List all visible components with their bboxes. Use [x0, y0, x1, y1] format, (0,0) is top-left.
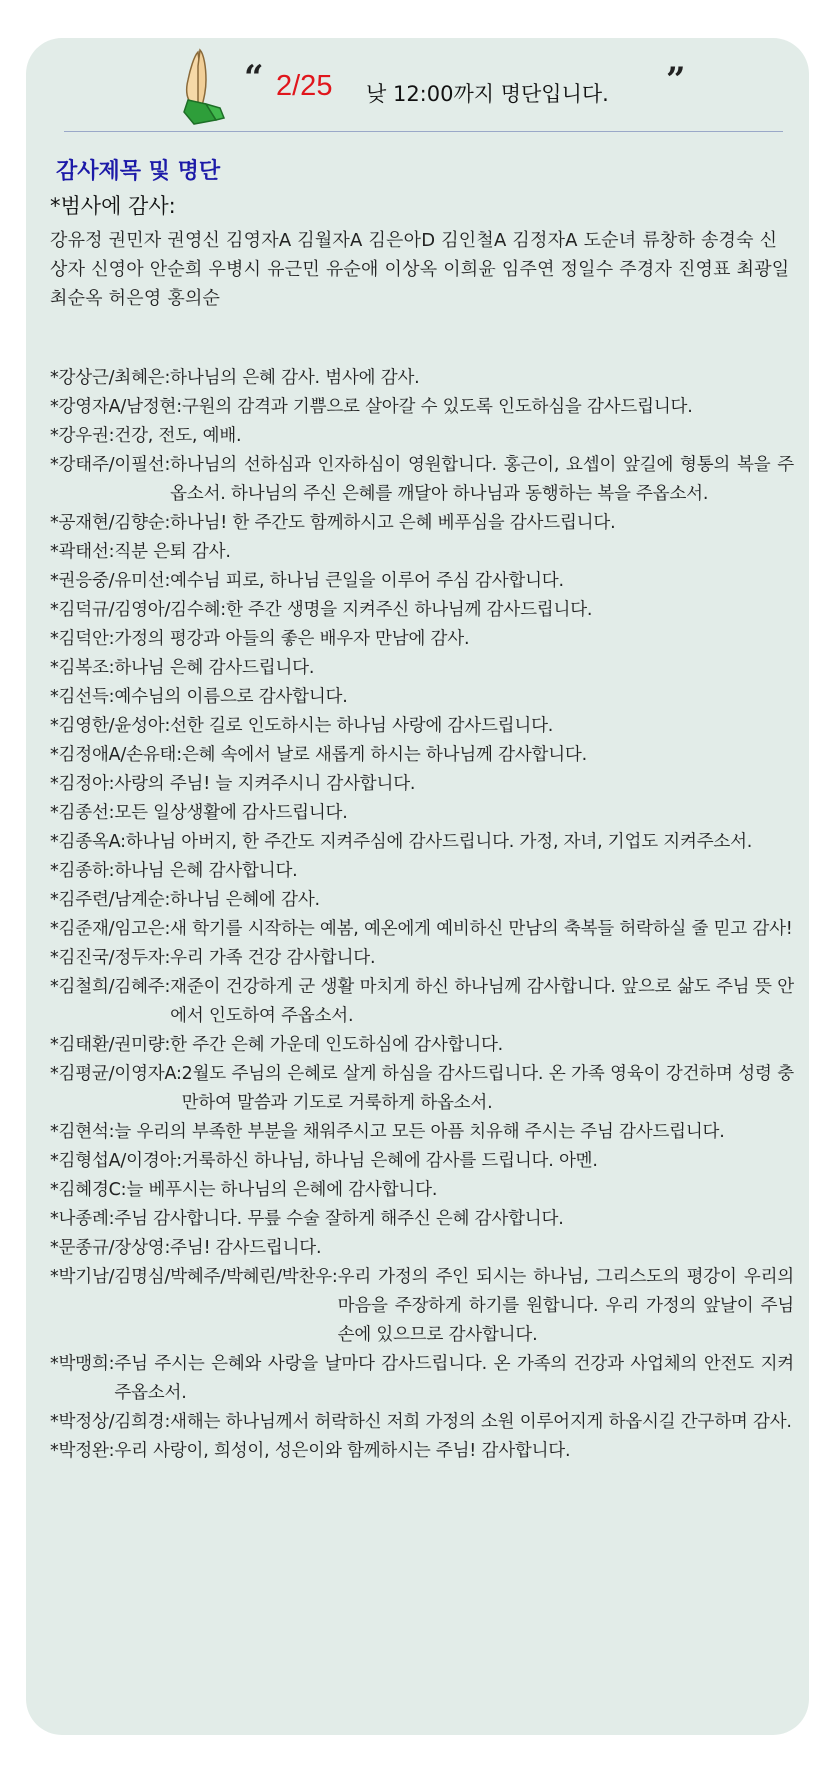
- entry-message: 선한 길로 인도하시는 하나님 사랑에 감사드립니다.: [170, 716, 554, 736]
- entry-names: *김영한/윤성아:: [50, 716, 171, 736]
- header: [26, 38, 809, 134]
- thanks-name-list: 강유정 권민자 권영신 김영자A 김월자A 김은아D 김인철A 김정자A 도순녀 류창하 송경숙 신상자 신영아 안순희 우병시 유근민 유순애 이상옥 이희윤 임주연 정일수 주경자 진영표 최광일 최순옥 허은영 홍의순: [50, 230, 790, 309]
- entry-message: 우리 가정의 주인 되시는 하나님, 그리스도의 평강이 우리의 마음을 주장하게 하기를 원합니다. 우리 가정의 앞날이 주님 손에 있으므로 감사합니다.: [337, 1267, 794, 1345]
- entry-message: 하나님 은혜 감사드립니다.: [114, 658, 315, 678]
- entry-message: 늘 우리의 부족한 부분을 채워주시고 모든 아픔 치유해 주시는 주님 감사드립니다.: [114, 1122, 725, 1142]
- entry-message: 건강, 전도, 예배.: [114, 426, 242, 446]
- entry-names: *김평균/이영자A:: [50, 1064, 182, 1084]
- entry-message: 하나님의 선하심과 인자하심이 영원합니다. 홍근이, 요셉이 앞길에 형통의 복을 주옵소서. 하나님의 주신 은혜를 깨달아 하나님과 동행하는 복을 주옵소서.: [170, 455, 794, 504]
- thanks-entry: [50, 973, 794, 1031]
- thanks-entry: [50, 1176, 794, 1205]
- thanks-entry: [50, 364, 794, 393]
- everything-thanks-title: *범사에 감사:: [50, 194, 176, 218]
- divider: [64, 131, 783, 132]
- entry-names: *공재현/김향순:: [50, 513, 171, 533]
- entry-message: 거룩하신 하나님, 하나님 은혜에 감사를 드립니다. 아멘.: [181, 1151, 598, 1171]
- entry-names: *김현석:: [50, 1122, 115, 1142]
- thanks-entry: [50, 799, 794, 828]
- thanks-entry: [50, 1060, 794, 1118]
- entry-message: 한 주간 은혜 가운데 인도하심에 감사합니다.: [170, 1035, 504, 1055]
- entry-names: *김정아:: [50, 774, 115, 794]
- thanks-entry: [50, 567, 794, 596]
- entry-message: 하나님! 한 주간도 함께하시고 은혜 베푸심을 감사드립니다.: [170, 513, 616, 533]
- entry-message: 모든 일상생활에 감사드립니다.: [114, 803, 348, 823]
- entry-message: 하나님 은혜에 감사.: [170, 890, 320, 910]
- entry-names: *강우권:: [50, 426, 115, 446]
- thanks-entry: [50, 1408, 794, 1437]
- entry-names: *박기남/김명심/박혜주/박혜린/박찬우:: [50, 1267, 338, 1287]
- entry-message: 사랑의 주님! 늘 지켜주시니 감사합니다.: [114, 774, 416, 794]
- thanks-entry: [50, 393, 794, 422]
- card: [26, 38, 809, 1735]
- thanks-entry: [50, 422, 794, 451]
- entry-message: 한 주간 생명을 지켜주신 하나님께 감사드립니다.: [225, 600, 593, 620]
- thanks-entry: [50, 1263, 794, 1350]
- quote-open: “: [244, 58, 264, 98]
- entry-names: *김형섭A/이경아:: [50, 1151, 182, 1171]
- entry-names: *김덕규/김영아/김수혜:: [50, 600, 226, 620]
- entry-message: 하나님의 은혜 감사. 범사에 감사.: [170, 368, 420, 388]
- entry-message: 하나님 아버지, 한 주간도 지켜주심에 감사드립니다. 가정, 자녀, 기업도 지켜주소서.: [125, 832, 753, 852]
- entry-names: *김선득:: [50, 687, 115, 707]
- thanks-entry: [50, 1205, 794, 1234]
- entry-message: 재준이 건강하게 군 생활 마치게 하신 하나님께 감사합니다. 앞으로 삶도 주님 뜻 안에서 인도하여 주옵소서.: [170, 977, 794, 1026]
- entry-names: *나종례:: [50, 1209, 115, 1229]
- entry-names: *김덕안:: [50, 629, 115, 649]
- entry-message: 직분 은퇴 감사.: [114, 542, 231, 562]
- entry-message: 새해는 하나님께서 허락하신 저희 가정의 소원 이루어지게 하옵시길 간구하며 감사.: [170, 1412, 792, 1432]
- thanks-entry: [50, 1437, 794, 1466]
- thanks-entry: [50, 828, 794, 857]
- entry-names: *김진국/정두자:: [50, 948, 171, 968]
- entry-names: *김주련/남계순:: [50, 890, 171, 910]
- thanks-entries: [50, 364, 794, 1466]
- thanks-entry: [50, 1350, 794, 1408]
- thanks-entry: [50, 886, 794, 915]
- entry-message: 주님 주시는 은혜와 사랑을 날마다 감사드립니다. 온 가족의 건강과 사업체의 안전도 지켜주옵소서.: [114, 1354, 794, 1403]
- entry-message: 예수님 피로, 하나님 큰일을 이루어 주심 감사합니다.: [170, 571, 564, 591]
- entry-names: *김혜경C:: [50, 1180, 127, 1200]
- entry-message: 주님 감사합니다. 무릎 수술 잘하게 해주신 은혜 감사합니다.: [114, 1209, 564, 1229]
- entry-names: *김종선:: [50, 803, 115, 823]
- entry-names: *김정애A/손유태:: [50, 745, 182, 765]
- thanks-entry: [50, 683, 794, 712]
- entry-message: 하나님 은혜 감사합니다.: [114, 861, 298, 881]
- entry-message: 주님! 감사드립니다.: [170, 1238, 322, 1258]
- entry-names: *박정완:: [50, 1441, 115, 1461]
- section-title: 감사제목 및 명단: [56, 159, 221, 184]
- deadline-date: 2/25: [276, 70, 333, 102]
- entry-names: *문종규/장상영:: [50, 1238, 171, 1258]
- entry-message: 은혜 속에서 날로 새롭게 하시는 하나님께 감사합니다.: [181, 745, 588, 765]
- entry-message: 늘 베푸시는 하나님의 은혜에 감사합니다.: [126, 1180, 438, 1200]
- thanks-entry: [50, 857, 794, 886]
- entry-message: 새 학기를 시작하는 예봄, 예온에게 예비하신 만남의 축복들 허락하실 줄 믿고 감사!: [170, 919, 793, 939]
- entry-message: 구원의 감격과 기쁨으로 살아갈 수 있도록 인도하심을 감사드립니다.: [181, 397, 693, 417]
- thanks-entry: [50, 654, 794, 683]
- entry-names: *김준재/임고은:: [50, 919, 171, 939]
- thanks-entry: [50, 1147, 794, 1176]
- thanks-entry: [50, 712, 794, 741]
- entry-names: *강상근/최혜은:: [50, 368, 171, 388]
- entry-message: 예수님의 이름으로 감사합니다.: [114, 687, 348, 707]
- entry-message: 우리 가족 건강 감사합니다.: [170, 948, 376, 968]
- thanks-entry: [50, 1118, 794, 1147]
- entry-names: *박맹희:: [50, 1354, 115, 1374]
- entry-names: *김종옥A:: [50, 832, 126, 852]
- entry-names: *김복조:: [50, 658, 115, 678]
- quote-close: ”: [666, 60, 686, 100]
- thanks-entry: [50, 944, 794, 973]
- thanks-entry: [50, 915, 794, 944]
- entry-names: *김종하:: [50, 861, 115, 881]
- thanks-entry: [50, 741, 794, 770]
- entry-names: *강영자A/남정현:: [50, 397, 182, 417]
- entry-names: *곽태선:: [50, 542, 115, 562]
- praying-hands-icon: [176, 46, 232, 126]
- thanks-entry: [50, 1234, 794, 1263]
- entry-message: 2월도 주님의 은혜로 살게 하심을 감사드립니다. 온 가족 영육이 강건하며 성령 충만하여 말씀과 기도로 거룩하게 하옵소서.: [181, 1064, 794, 1113]
- entry-names: *강태주/이필선:: [50, 455, 171, 475]
- entry-names: *김태환/권미량:: [50, 1035, 171, 1055]
- thanks-entry: [50, 1031, 794, 1060]
- entry-names: *김철희/김혜주:: [50, 977, 171, 997]
- entry-names: *권응중/유미선:: [50, 571, 171, 591]
- entry-message: 가정의 평강과 아들의 좋은 배우자 만남에 감사.: [114, 629, 470, 649]
- deadline-text: 낮 12:00까지 명단입니다.: [366, 82, 609, 106]
- entry-message: 우리 사랑이, 희성이, 성은이와 함께하시는 주님! 감사합니다.: [114, 1441, 571, 1461]
- thanks-entry: [50, 509, 794, 538]
- thanks-entry: [50, 625, 794, 654]
- thanks-entry: [50, 451, 794, 509]
- thanks-entry: [50, 596, 794, 625]
- entry-names: *박정상/김희경:: [50, 1412, 171, 1432]
- thanks-entry: [50, 770, 794, 799]
- thanks-entry: [50, 538, 794, 567]
